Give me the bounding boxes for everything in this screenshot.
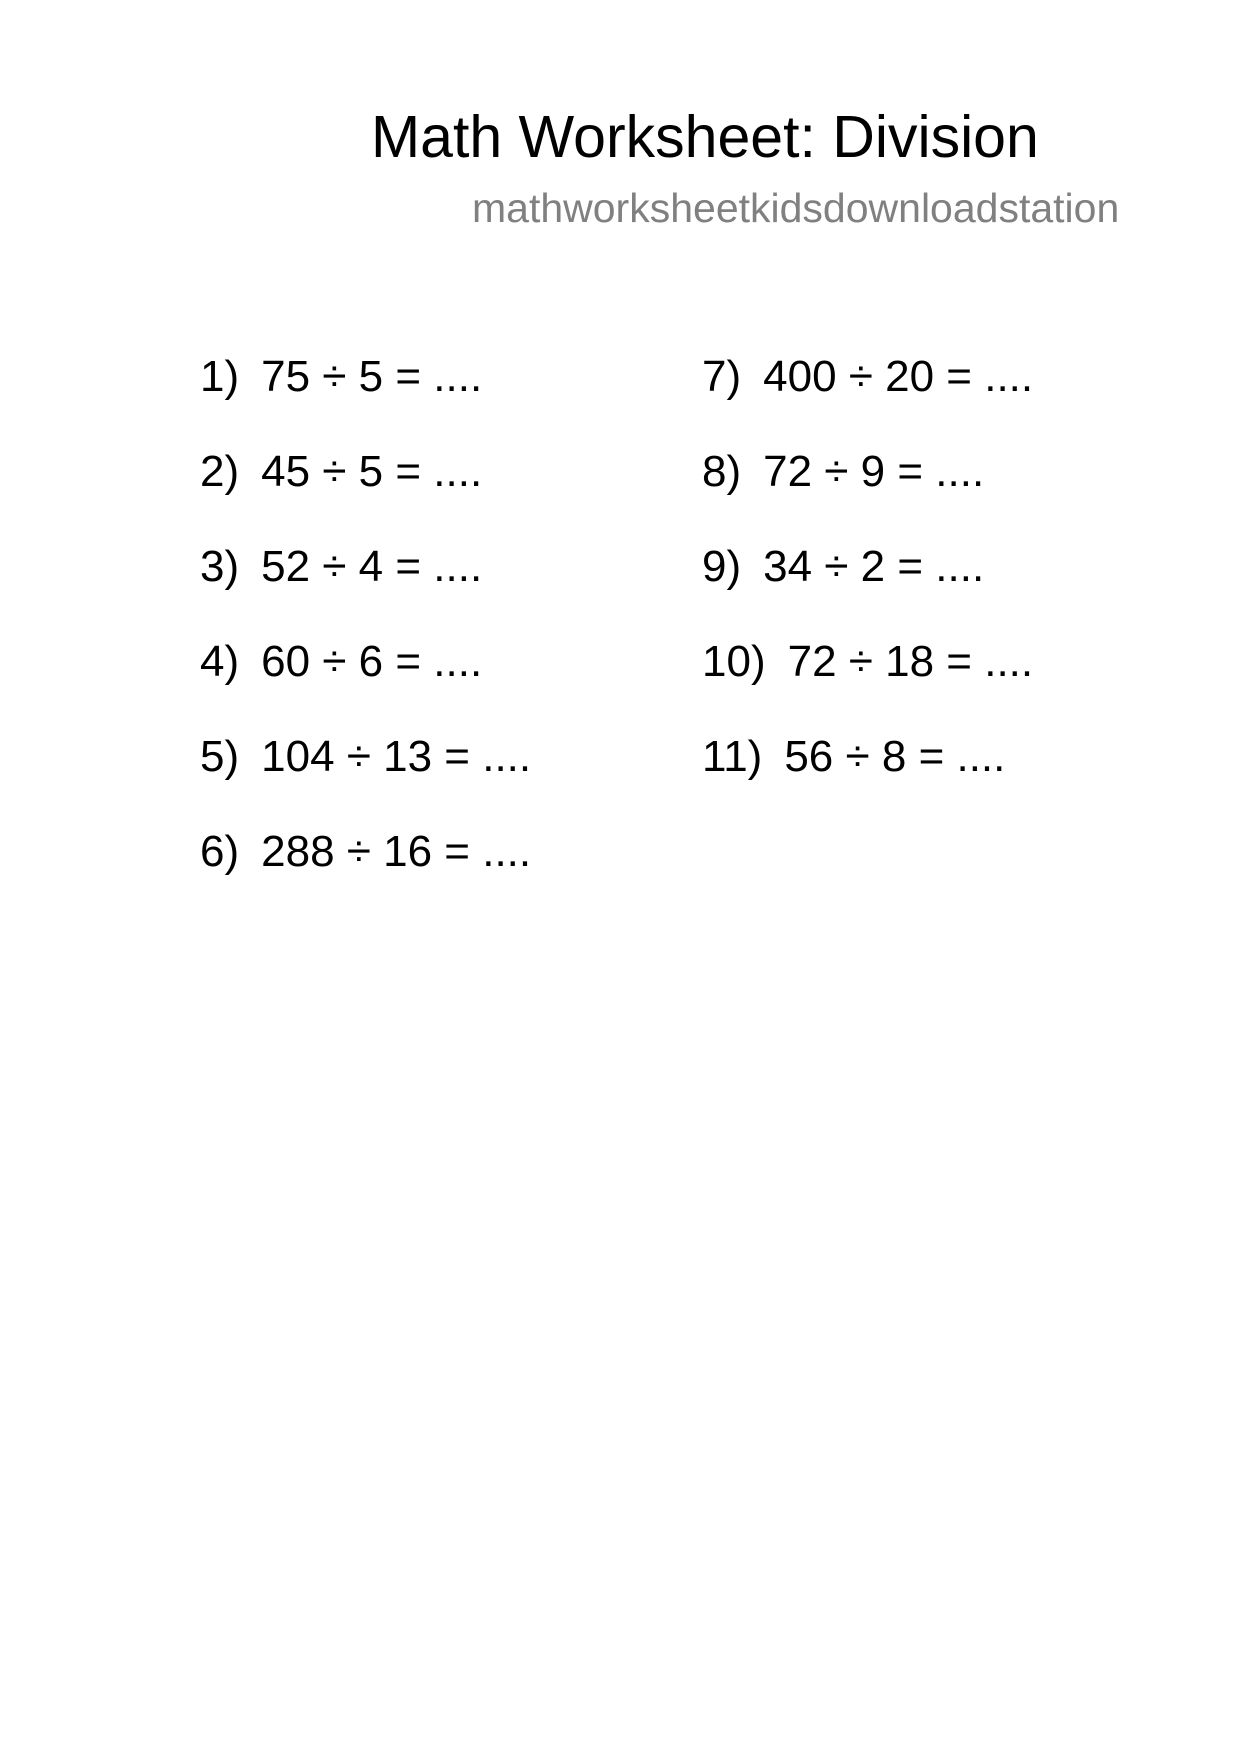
problem-expression: 34 ÷ 2 = ....: [763, 542, 985, 591]
problem-expression: 60 ÷ 6 = ....: [261, 637, 483, 686]
problem-item: [702, 633, 1182, 728]
problem-expression: 52 ÷ 4 = ....: [261, 542, 483, 591]
problem-expression: 72 ÷ 9 = ....: [763, 447, 985, 496]
problems-column-right: [702, 348, 1182, 823]
problem-number: 9): [702, 542, 742, 591]
problem-number: 4): [200, 637, 240, 686]
problem-number: 1): [200, 352, 240, 401]
problem-item: [200, 348, 680, 443]
page-subtitle: mathworksheetkidsdownloadstation: [472, 185, 1120, 231]
problem-item: [702, 443, 1182, 538]
problem-item: [702, 538, 1182, 633]
problem-item: [200, 728, 680, 823]
problem-number: 10): [702, 637, 766, 686]
problem-expression: 400 ÷ 20 = ....: [763, 352, 1034, 401]
problems-column-left: [200, 348, 680, 918]
problem-number: 6): [200, 827, 240, 876]
problem-item: [200, 633, 680, 728]
problem-number: 2): [200, 447, 240, 496]
problem-expression: 75 ÷ 5 = ....: [261, 352, 483, 401]
page-title: Math Worksheet: Division: [371, 104, 1039, 170]
problem-item: [200, 823, 680, 918]
problem-number: 7): [702, 352, 742, 401]
problem-expression: 72 ÷ 18 = ....: [787, 637, 1034, 686]
problem-expression: 45 ÷ 5 = ....: [261, 447, 483, 496]
problem-number: 3): [200, 542, 240, 591]
problem-item: [200, 443, 680, 538]
problem-item: [200, 538, 680, 633]
problem-item: [702, 728, 1182, 823]
problem-number: 8): [702, 447, 742, 496]
problem-expression: 288 ÷ 16 = ....: [261, 827, 532, 876]
problem-number: 5): [200, 732, 240, 781]
problem-expression: 104 ÷ 13 = ....: [261, 732, 532, 781]
problem-item: [702, 348, 1182, 443]
problem-expression: 56 ÷ 8 = ....: [784, 732, 1006, 781]
problem-number: 11): [702, 732, 763, 781]
